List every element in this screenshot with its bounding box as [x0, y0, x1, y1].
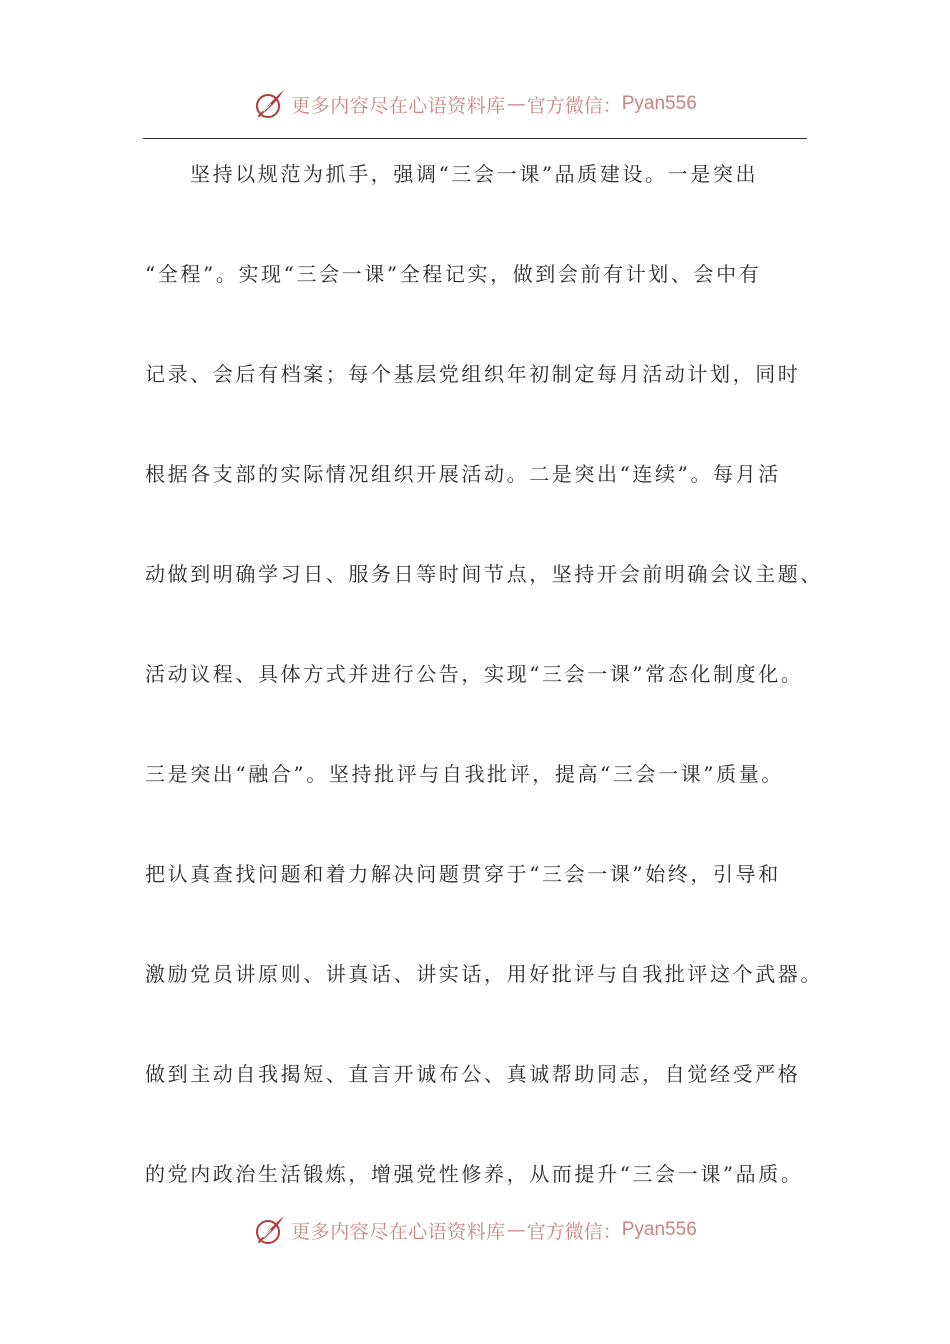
brand-separator: —	[506, 93, 526, 115]
brand-contact-id: Pyan556	[621, 1219, 697, 1240]
body-line: 坚持以规范为抓手，强调“三会一课”品质建设。一是突出	[190, 162, 759, 186]
body-line: 根据各支部的实际情况组织开展活动。二是突出“连续”。每月活	[145, 462, 781, 486]
footer-branding	[0, 1210, 950, 1250]
body-line: 做到主动自我揭短、直言开诚布公、真诚帮助同志，自觉经受严格	[145, 1062, 801, 1086]
quill-pen-icon	[253, 1213, 287, 1247]
brand-separator: —	[506, 1219, 526, 1241]
brand-tagline: 更多内容尽在心语资料库	[291, 94, 506, 117]
brand-contact-label: 官方微信：	[526, 1220, 622, 1243]
body-line: 记录、会后有档案；每个基层党组织年初制定每月活动计划，同时	[145, 362, 801, 386]
body-line: 三是突出“融合”。坚持批评与自我批评，提高“三会一课”质量。	[145, 762, 784, 786]
quill-pen-icon	[253, 87, 287, 121]
body-line: 活动议程、具体方式并进行公告，实现“三会一课”常态化制度化。	[145, 662, 804, 686]
body-line: 动做到明确学习日、服务日等时间节点，坚持开会前明确会议主题、	[145, 562, 823, 586]
body-line: 激励党员讲原则、讲真话、讲实话，用好批评与自我批评这个武器。	[145, 962, 823, 986]
brand-tagline: 更多内容尽在心语资料库	[291, 1220, 506, 1243]
brand-contact-id: Pyan556	[621, 93, 697, 114]
body-line: 把认真查找问题和着力解决问题贯穿于“三会一课”始终，引导和	[145, 862, 781, 886]
header-divider	[143, 138, 807, 139]
header-branding	[0, 84, 950, 124]
brand-contact-label: 官方微信：	[526, 94, 622, 117]
body-line: “全程”。实现“三会一课”全程记实，做到会前有计划、会中有	[145, 262, 762, 286]
body-line: 的党内政治生活锻炼，增强党性修养，从而提升“三会一课”品质。	[145, 1162, 804, 1186]
